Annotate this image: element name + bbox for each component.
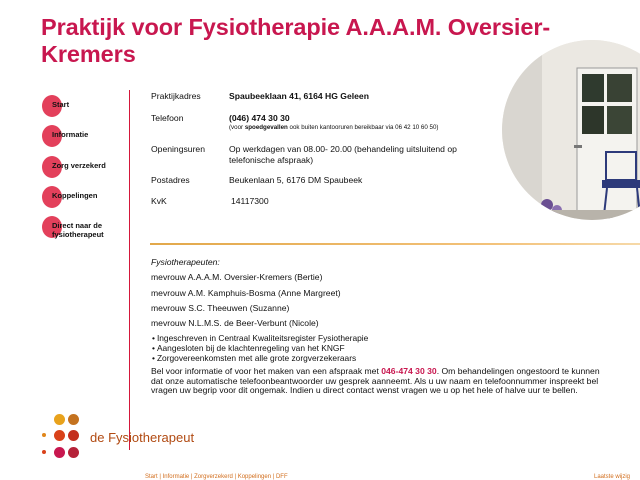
praktijkadres-label: Praktijkadres <box>151 91 201 101</box>
de-fysiotherapeut-logo-icon <box>42 414 102 480</box>
page-title: Praktijk voor Fysiotherapie A.A.A.M. Oversier-Kremers <box>41 14 551 67</box>
nav-label: Koppelingen <box>52 191 98 200</box>
last-modified: Laatste wijzig <box>594 474 631 480</box>
phone-link[interactable]: 046-474 30 30 <box>381 366 437 376</box>
nav-item-informatie[interactable] <box>42 125 132 151</box>
therapists-heading: Fysiotherapeuten: <box>151 257 220 267</box>
therapist-item: mevrouw A.M. Kamphuis-Bosma (Anne Margreet) <box>151 288 341 298</box>
telefoon-label: Telefoon <box>151 113 184 123</box>
openingsuren-value: Op werkdagen van 08.00- 20.00 (behandeling uitsluitend op telefonische afspraak) <box>229 144 457 165</box>
postadres-label: Postadres <box>151 175 190 185</box>
nav-label: Informatie <box>52 130 89 139</box>
nav-label: Start <box>52 100 70 109</box>
nav-item-start[interactable] <box>42 95 132 121</box>
credential-item: • Ingeschreven in Centraal Kwaliteitsregister Fysiotherapie <box>152 333 368 343</box>
postadres-value: Beukenlaan 5, 6176 DM Spaubeek <box>229 175 363 185</box>
vertical-divider <box>129 90 130 450</box>
credential-item: • Zorgovereenkomsten met alle grote zorgverzekeraars <box>152 353 368 363</box>
kvk-label: KvK <box>151 196 167 206</box>
kvk-value: 14117300 <box>231 196 269 206</box>
therapist-item: mevrouw S.C. Theeuwen (Suzanne) <box>151 303 290 313</box>
brand-name: de Fysiotherapeut <box>90 430 195 445</box>
therapist-item: mevrouw N.L.M.S. de Beer-Verbunt (Nicole) <box>151 318 319 328</box>
praktijkadres-value: Spaubeeklaan 41, 6164 HG Geleen <box>229 91 369 101</box>
nav-item-direct-naar-fysiotherapeut[interactable] <box>42 216 132 244</box>
nav-item-zorg-verzekerd[interactable] <box>42 156 132 182</box>
credentials-list <box>152 333 368 364</box>
telefoon-value: (046) 474 30 30 <box>229 113 290 123</box>
nav-item-koppelingen[interactable] <box>42 186 132 212</box>
nav-label: Zorg verzekerd <box>52 161 106 170</box>
openingsuren-label: Openingsuren <box>151 144 205 154</box>
credential-item: • Aangesloten bij de klachtenregeling van het KNGF <box>152 343 368 353</box>
nav-label: Direct naar de fysiotherapeut <box>52 221 104 239</box>
therapist-item: mevrouw A.A.A.M. Oversier-Kremers (Bertie) <box>151 272 323 282</box>
footer-links[interactable]: Start | Informatie | Zorgverzekerd | Koppelingen | DFF <box>145 474 288 480</box>
spoed-note: (voor spoedgevallen ook buiten kantooruren bereikbaar via 06 42 10 60 50) <box>229 124 439 131</box>
contact-paragraph: Bel voor informatie of voor het maken van een afspraak met 046-474 30 30. Om behandelingen ongestoord te kunnen dat onze automatische telefoonbeantwoorder uw gesprek aanneemt. Als u uw naam en telefoonnummer inspreekt bel vragen uw begrip voor dit ongemak. Indien u direct contact wenst vragen we u op het hele of halve uur te bellen. <box>151 366 600 396</box>
section-divider <box>150 243 640 245</box>
